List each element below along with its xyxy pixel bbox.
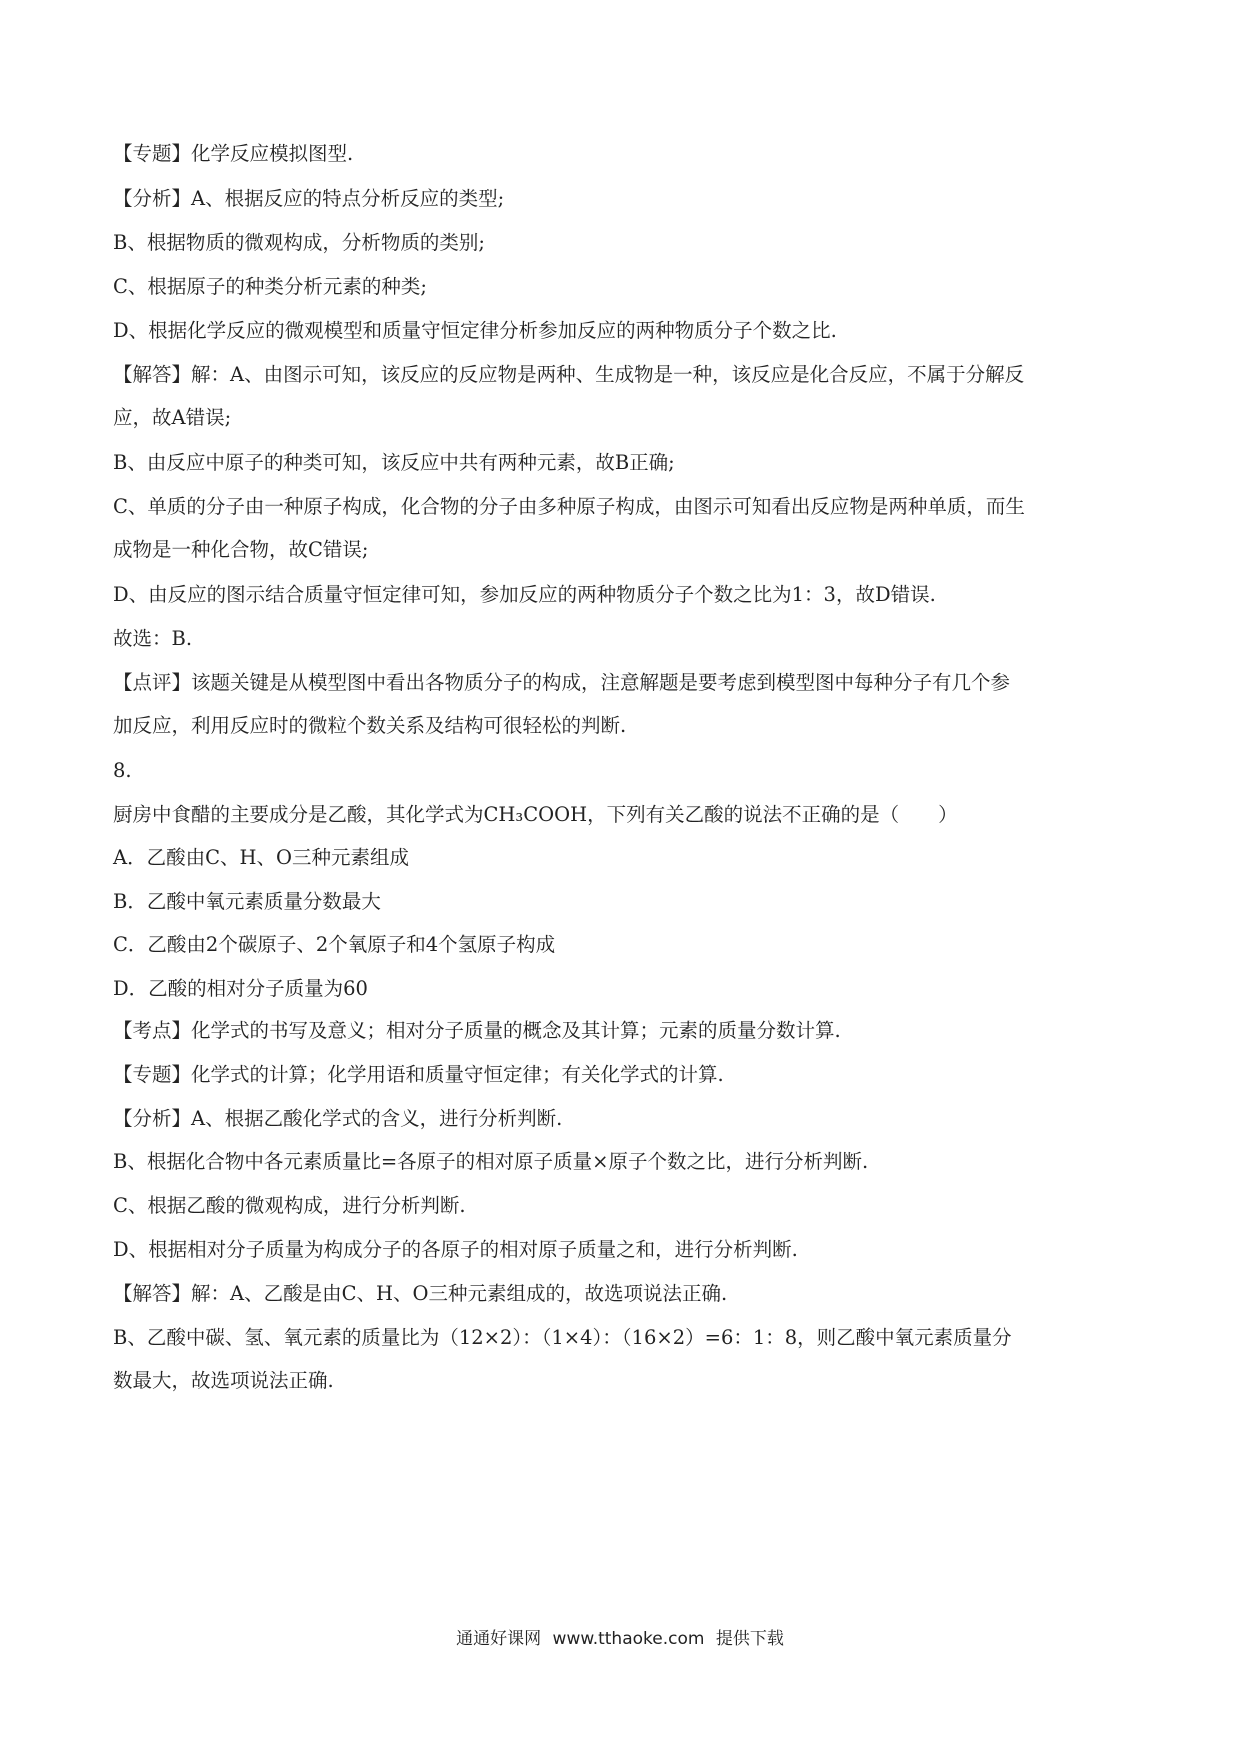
text-line (113, 670, 1133, 696)
line-text: 加反应，利用反应时的微粒个数关系及结构可很轻松的判断. (113, 714, 627, 737)
line-text: A．乙酸由C、H、O三种元素组成 (113, 846, 409, 869)
section-tag: 【分析】 (113, 187, 192, 210)
text-line (113, 1193, 1133, 1219)
section-tag: 【点评】 (113, 671, 192, 694)
line-text: 化学式的书写及意义；相对分子质量的概念及其计算；元素的质量分数计算. (191, 1019, 841, 1042)
footer-url: www.tthaoke.com (552, 1629, 705, 1649)
line-text: A、根据反应的特点分析反应的类型; (191, 187, 505, 210)
text-line (113, 537, 1133, 563)
line-text: D、根据相对分子质量为构成分子的各原子的相对原子质量之和，进行分析判断. (113, 1238, 798, 1261)
text-line (113, 494, 1133, 520)
line-text: C、单质的分子由一种原子构成，化合物的分子由多种原子构成，由图示可知看出反应物是两种单质，而生 (113, 495, 1025, 518)
line-text: 应，故A错误; (113, 406, 232, 429)
option-d (113, 976, 1133, 1002)
option-c (113, 932, 1133, 958)
question-number (113, 758, 1133, 784)
text-line (113, 141, 1133, 167)
text-line (113, 318, 1133, 344)
text-line (113, 1237, 1133, 1263)
text-line (113, 186, 1133, 212)
footer-site-name: 通通好课网 (456, 1629, 542, 1649)
text-line (113, 450, 1133, 476)
text-line (113, 274, 1133, 300)
section-tag: 【专题】 (113, 142, 192, 165)
line-text: 故选：B. (113, 627, 193, 650)
line-text: 化学式的计算；化学用语和质量守恒定律；有关化学式的计算. (191, 1063, 724, 1086)
text-line (113, 1106, 1133, 1132)
line-text: C、根据原子的种类分析元素的种类; (113, 275, 427, 298)
line-text: D、由反应的图示结合质量守恒定律可知，参加反应的两种物质分子个数之比为1：3，故D错误. (113, 583, 936, 606)
section-tag: 【解答】 (113, 363, 192, 386)
line-text: B、根据化合物中各元素质量比=各原子的相对原子质量×原子个数之比，进行分析判断. (113, 1150, 869, 1173)
line-text: 厨房中食醋的主要成分是乙酸，其化学式为CH₃COOH，下列有关乙酸的说法不正确的是（ ） (113, 803, 958, 826)
text-line (113, 582, 1133, 608)
text-line (113, 1018, 1133, 1044)
line-text: 8. (113, 759, 132, 782)
section-tag: 【分析】 (113, 1107, 192, 1130)
line-text: 数最大，故选项说法正确. (113, 1369, 334, 1392)
line-text: B．乙酸中氧元素质量分数最大 (113, 890, 381, 913)
line-text: 成物是一种化合物，故C错误; (113, 538, 369, 561)
line-text: B、根据物质的微观构成，分析物质的类别; (113, 231, 485, 254)
text-line (113, 1368, 1133, 1394)
text-line (113, 1325, 1133, 1351)
text-line (113, 362, 1133, 388)
section-tag: 【专题】 (113, 1063, 192, 1086)
footer-suffix: 提供下载 (715, 1629, 784, 1649)
line-text: B、乙酸中碳、氢、氧元素的质量比为（12×2）：（1×4）：（16×2）=6：1：8，则乙酸中氧元素质量分 (113, 1326, 1012, 1349)
text-line (113, 1149, 1133, 1175)
line-text: B、由反应中原子的种类可知，该反应中共有两种元素，故B正确; (113, 451, 675, 474)
line-text: 该题关键是从模型图中看出各物质分子的构成，注意解题是要考虑到模型图中每种分子有几个参 (191, 671, 1011, 694)
line-text: 化学反应模拟图型. (191, 142, 354, 165)
section-tag: 【考点】 (113, 1019, 192, 1042)
line-text: C．乙酸由2个碳原子、2个氧原子和4个氢原子构成 (113, 933, 556, 956)
line-text: 解：A、由图示可知，该反应的反应物是两种、生成物是一种，该反应是化合反应，不属于分解反 (191, 363, 1025, 386)
text-line (113, 1062, 1133, 1088)
text-line (113, 626, 1133, 652)
text-line (113, 405, 1133, 431)
line-text: C、根据乙酸的微观构成，进行分析判断. (113, 1194, 466, 1217)
text-line (113, 713, 1133, 739)
text-line (113, 1281, 1133, 1307)
line-text: D、根据化学反应的微观模型和质量守恒定律分析参加反应的两种物质分子个数之比. (113, 319, 837, 342)
option-b (113, 889, 1133, 915)
page-footer (0, 1627, 1240, 1651)
question-stem (113, 802, 1133, 828)
line-text: A、根据乙酸化学式的含义，进行分析判断. (191, 1107, 563, 1130)
line-text: 解：A、乙酸是由C、H、O三种元素组成的，故选项说法正确. (191, 1282, 728, 1305)
text-line (113, 230, 1133, 256)
option-a (113, 845, 1133, 871)
line-text: D．乙酸的相对分子质量为60 (113, 977, 368, 1000)
section-tag: 【解答】 (113, 1282, 192, 1305)
